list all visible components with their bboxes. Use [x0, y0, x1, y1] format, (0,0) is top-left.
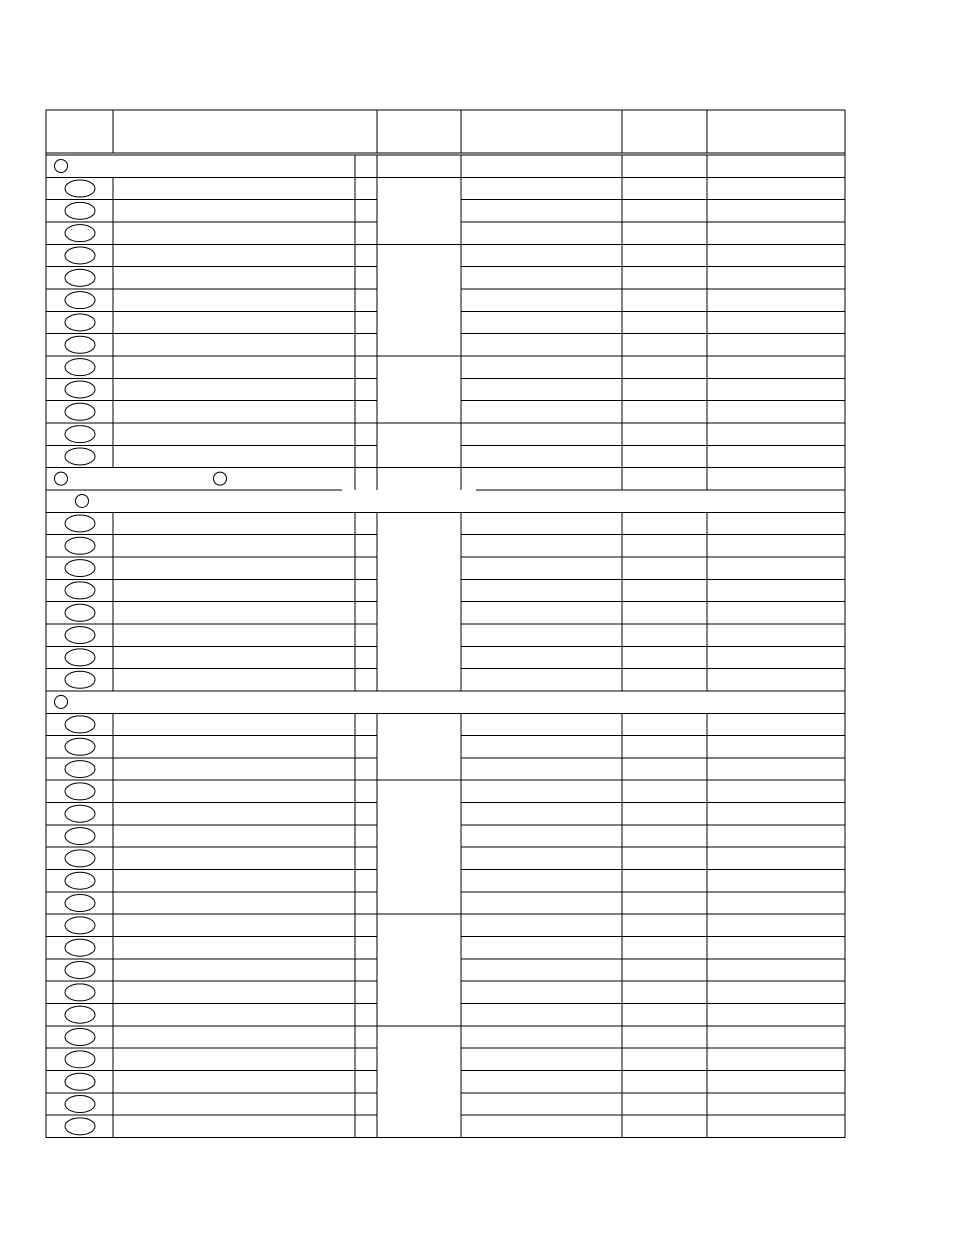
section-marker-circle [55, 160, 68, 173]
row-number-oval [65, 202, 95, 219]
section-marker-circle [55, 695, 68, 708]
row-number-oval [65, 783, 95, 800]
section-marker-circle [55, 472, 68, 485]
section-sub-marker-circle [214, 472, 227, 485]
subsection-marker-circle [76, 494, 89, 507]
row-number-oval [65, 426, 95, 443]
row-number-oval [65, 247, 95, 264]
row-number-oval [65, 448, 95, 465]
row-number-oval [65, 1073, 95, 1090]
row-number-oval [65, 805, 95, 822]
row-number-oval [65, 828, 95, 845]
row-number-oval [65, 1096, 95, 1113]
row-number-oval [65, 649, 95, 666]
row-number-oval [65, 560, 95, 577]
row-number-oval [65, 403, 95, 420]
row-number-oval [65, 537, 95, 554]
row-number-oval [65, 515, 95, 532]
row-number-oval [65, 895, 95, 912]
row-number-oval [65, 1118, 95, 1135]
row-number-oval [65, 962, 95, 979]
row-number-oval [65, 225, 95, 242]
row-number-oval [65, 604, 95, 621]
row-number-oval [65, 292, 95, 309]
row-number-oval [65, 269, 95, 286]
row-number-oval [65, 582, 95, 599]
row-number-oval [65, 917, 95, 934]
row-number-oval [65, 359, 95, 376]
row-number-oval [65, 180, 95, 197]
row-number-oval [65, 939, 95, 956]
row-number-oval [65, 314, 95, 331]
row-number-oval [65, 872, 95, 889]
row-number-oval [65, 381, 95, 398]
row-number-oval [65, 761, 95, 778]
row-number-oval [65, 984, 95, 1001]
row-number-oval [65, 336, 95, 353]
row-number-oval [65, 1029, 95, 1046]
row-number-oval [65, 1006, 95, 1023]
row-number-oval [65, 627, 95, 644]
row-number-oval [65, 850, 95, 867]
row-number-oval [65, 716, 95, 733]
row-number-oval [65, 738, 95, 755]
row-number-oval [65, 671, 95, 688]
row-number-oval [65, 1051, 95, 1068]
